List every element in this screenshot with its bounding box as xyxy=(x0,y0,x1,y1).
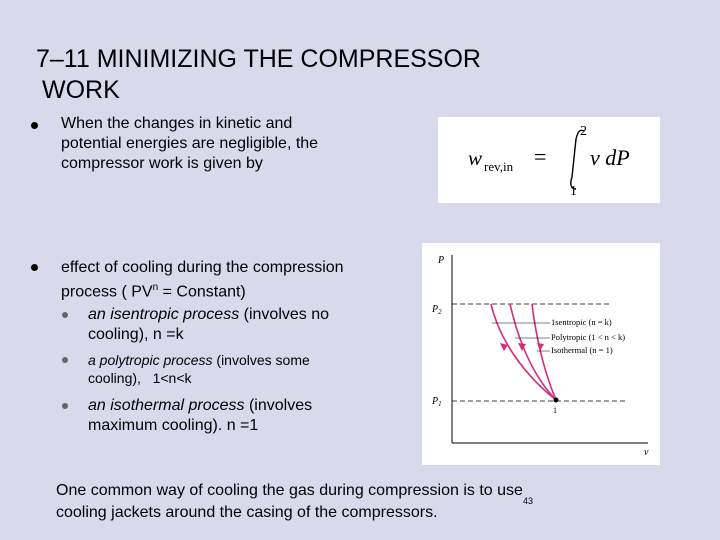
isentropic-curve-label: 1sentropic (n = k) xyxy=(551,317,612,327)
pv-diagram xyxy=(422,243,660,465)
bullet-2-line-2-pre: process ( PV xyxy=(61,283,153,301)
sub-bullet-icon xyxy=(62,312,68,318)
formula-image xyxy=(438,117,660,203)
polytropic-label: a polytropic process xyxy=(88,352,213,368)
bullet-2-line-2-post: = Constant) xyxy=(158,283,246,301)
isothermal-curve-label: Isothermal (n = 1) xyxy=(551,345,613,355)
bullet-icon xyxy=(31,264,38,271)
formula-upper-limit: 2 xyxy=(580,124,587,139)
polytropic-curve xyxy=(510,304,556,400)
arrow-icon xyxy=(537,343,544,351)
isothermal-label: an isothermal process xyxy=(88,397,245,414)
compressor-work-formula xyxy=(438,117,660,203)
sub-bullet-2-line-1 xyxy=(88,351,388,369)
isentropic-label: an isentropic process xyxy=(88,306,240,323)
pv-diagram-image xyxy=(422,243,660,465)
isentropic-curve xyxy=(491,304,556,400)
state-1-label: 1 xyxy=(553,406,557,415)
p2-label: $P_2$ xyxy=(432,304,442,316)
formula-equals: = xyxy=(534,144,547,169)
footer-line-1: One common way of cooling the gas during compression is to use xyxy=(56,482,523,499)
p-axis-label: P xyxy=(438,255,445,266)
bullet-1-line-2: potential energies are negligible, the xyxy=(61,135,319,152)
bullet-2-text xyxy=(61,258,421,302)
state-1-point xyxy=(554,398,559,403)
sub-bullet-3-line-2: maximum cooling). n =1 xyxy=(88,417,259,434)
p1-label: $P_1$ xyxy=(432,396,442,408)
title-line-1: 7–11 MINIMIZING THE COMPRESSOR xyxy=(36,45,481,73)
sub-bullet-2-line-2: cooling), 1<n<k xyxy=(88,370,192,386)
bullet-2-line-2 xyxy=(61,278,421,302)
sub-bullet-3-rest: (involves xyxy=(244,397,313,414)
slide-title xyxy=(36,44,556,106)
formula-integrand: v dP xyxy=(590,145,630,170)
title-line-2: WORK xyxy=(42,76,120,104)
footer-line-2: cooling jackets around the casing of the compressors. xyxy=(56,504,438,521)
integral-sign-icon xyxy=(571,130,584,189)
sub-bullet-3-line-1 xyxy=(88,396,388,416)
bullet-2-line-1: effect of cooling during the compression xyxy=(61,259,344,276)
exponent-n: n xyxy=(152,282,159,293)
formula-subscript: rev,in xyxy=(484,159,514,174)
sub-bullet-1-line-2: cooling), n =k xyxy=(88,326,184,343)
bullet-1-line-1: When the changes in kinetic and xyxy=(61,115,293,132)
v-axis-label: v xyxy=(644,447,649,458)
sub-bullet-3-text xyxy=(88,396,388,436)
process-curves xyxy=(491,304,556,400)
sub-bullet-icon xyxy=(62,403,68,409)
formula-w: w xyxy=(468,146,483,170)
bullet-1-text xyxy=(61,114,401,174)
page-number: 43 xyxy=(523,496,534,506)
sub-bullet-2-rest: (involves some xyxy=(212,352,310,368)
bullet-icon xyxy=(31,122,38,129)
sub-bullet-icon xyxy=(62,357,68,363)
sub-bullet-1-line-1 xyxy=(88,305,388,325)
sub-bullet-1-rest: (involves no xyxy=(239,306,330,323)
formula-lower-limit: 1 xyxy=(570,184,577,199)
polytropic-curve-label: Polytropic (1 < n < k) xyxy=(551,332,626,342)
sub-bullet-1-text xyxy=(88,305,388,345)
bullet-1-line-3: compressor work is given by xyxy=(61,155,263,172)
sub-bullet-2-text xyxy=(88,351,388,387)
